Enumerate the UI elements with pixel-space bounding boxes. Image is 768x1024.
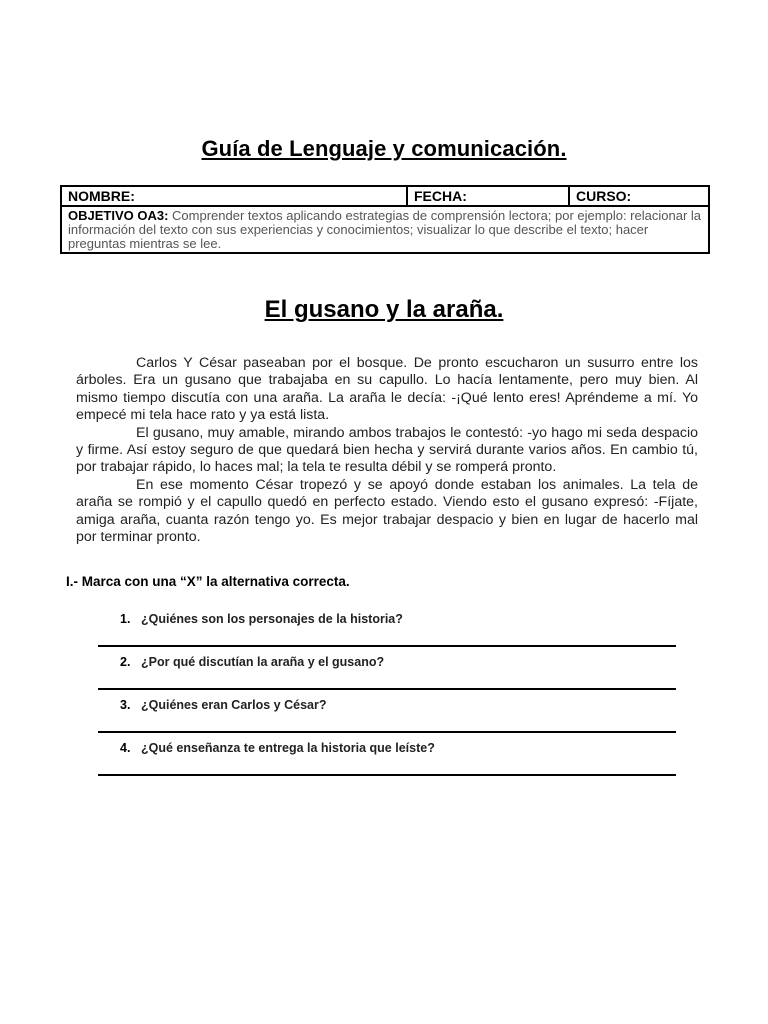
question-item bbox=[98, 648, 676, 691]
student-info-table bbox=[60, 185, 710, 254]
info-header-row bbox=[61, 186, 709, 206]
question-item bbox=[98, 734, 676, 777]
story-text bbox=[76, 355, 698, 546]
question-item bbox=[98, 691, 676, 734]
question-list bbox=[98, 605, 676, 777]
page-title: Guía de Lenguaje y comunicación. bbox=[201, 136, 567, 161]
story-paragraph: El gusano, muy amable, mirando ambos trabajos le contestó: -yo hago mi seda despacio y firme. Así estoy seguro de que quedará bien hecha y servirá durante varios años. En cambio tú, por trabajar rápido, lo haces mal; la tela te resulta débil y se romperá pronto. bbox=[76, 424, 698, 476]
question-text: ¿Quiénes eran Carlos y César? bbox=[141, 698, 327, 712]
objective-cell bbox=[61, 206, 709, 253]
question-text: ¿Quiénes son los personajes de la historia? bbox=[141, 612, 403, 626]
question-item bbox=[98, 605, 676, 648]
question-number: 3. bbox=[120, 698, 131, 712]
question-number: 2. bbox=[120, 655, 131, 669]
fecha-field[interactable]: FECHA: bbox=[407, 186, 569, 206]
answer-line[interactable] bbox=[98, 731, 676, 733]
curso-field[interactable]: CURSO: bbox=[569, 186, 709, 206]
question-text: ¿Qué enseñanza te entrega la historia que leíste? bbox=[141, 741, 435, 755]
question-text: ¿Por qué discutían la araña y el gusano? bbox=[141, 655, 385, 669]
story-paragraph: Carlos Y César paseaban por el bosque. De pronto escucharon un susurro entre los árboles. Era un gusano que trabajaba en su capullo. Lo hacía lentamente, pero muy bien. Al mismo tiempo discutía con una araña. La araña le decía: -¡Qué lento eres! Apréndeme a mí. Yo empecé mi tela hace rato y ya está lista. bbox=[76, 355, 698, 424]
objective-row bbox=[61, 206, 709, 253]
answer-line[interactable] bbox=[98, 774, 676, 776]
story-title: El gusano y la araña. bbox=[264, 296, 504, 323]
question-number: 1. bbox=[120, 612, 131, 626]
story-paragraph: En ese momento César tropezó y se apoyó donde estaban los animales. La tela de araña se rompió y el capullo quedó en perfecto estado. Viendo esto el gusano expresó: -Fíjate, amiga araña, cuanta razón tengo yo. Es mejor trabajar despacio y bien en lugar de hacerlo mal por terminar pronto. bbox=[76, 476, 698, 546]
objective-text: Comprender textos aplicando estrategias de comprensión lectora; por ejemplo: relacionar la información del texto con sus experiencias y conocimientos; visualizar lo que describe el texto; hacer preguntas mientras se lee. bbox=[68, 208, 701, 251]
activity-instructions: I.- Marca con una “X” la alternativa correcta. bbox=[66, 574, 350, 589]
answer-line[interactable] bbox=[98, 688, 676, 690]
nombre-field[interactable]: NOMBRE: bbox=[61, 186, 407, 206]
answer-line[interactable] bbox=[98, 645, 676, 647]
objective-label: OBJETIVO OA3: bbox=[68, 208, 169, 223]
question-number: 4. bbox=[120, 741, 131, 755]
